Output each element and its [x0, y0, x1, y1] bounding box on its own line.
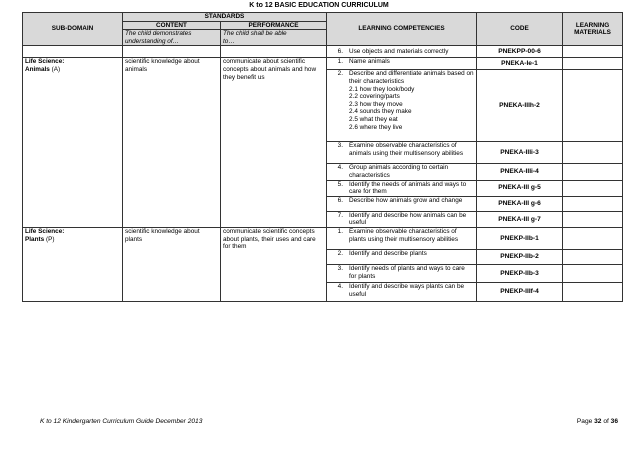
competency-number: 1. — [337, 227, 343, 235]
performance-desc-line-2: to… — [223, 37, 235, 45]
sub-domain-label: Life Science: — [25, 227, 65, 235]
code-cell: PNEKA-Ie-1 — [477, 58, 563, 70]
header-sub-domain: SUB-DOMAIN — [23, 13, 123, 46]
table-row — [23, 46, 623, 58]
content-desc-line-1: The child demonstrates — [125, 30, 192, 38]
sub-domain-code: (P) — [44, 235, 55, 243]
competency-number: 4. — [337, 164, 343, 172]
materials-cell — [563, 282, 623, 301]
sub-domain-cell — [23, 58, 123, 228]
table-header — [23, 13, 623, 46]
code-cell: PNEKP-IIb-3 — [477, 264, 563, 282]
competency-text: Identify and describe how animals can be useful — [349, 211, 467, 227]
of-label: of — [601, 418, 611, 425]
footer-page-number — [577, 418, 618, 425]
code-cell: PNEKP-IIb-2 — [477, 249, 563, 264]
content-standard-cell: scientific knowledge about plants — [123, 227, 221, 301]
competency-subitem: 2.2 covering/parts — [349, 93, 400, 101]
competency-cell — [327, 70, 477, 142]
materials-cell — [563, 249, 623, 264]
competency-text: Identify needs of plants and ways to care for plants — [349, 264, 465, 280]
materials-cell — [563, 58, 623, 70]
competency-cell — [327, 46, 477, 58]
header-materials-line-1: LEARNING — [575, 21, 610, 29]
header-performance-description — [221, 30, 327, 46]
header-code: CODE — [477, 13, 563, 46]
header-standards: STANDARDS — [123, 13, 327, 22]
header-content: CONTENT — [123, 21, 221, 30]
competency-cell — [327, 227, 477, 249]
competency-cell — [327, 196, 477, 211]
code-cell: PNEKP-IIIf-4 — [477, 282, 563, 301]
competency-cell — [327, 58, 477, 70]
materials-cell — [563, 211, 623, 227]
competency-text: Identify and describe ways plants can be useful — [349, 282, 465, 298]
competency-cell — [327, 249, 477, 264]
competency-cell — [327, 264, 477, 282]
competency-number: 2. — [337, 70, 343, 78]
code-cell: PNEKA-IIIi-4 — [477, 164, 563, 180]
competency-cell — [327, 142, 477, 164]
content-cell — [123, 46, 221, 58]
competency-text: Identify and describe plants — [349, 249, 427, 257]
header-materials-line-2: MATERIALS — [574, 29, 611, 37]
competency-text: Describe how animals grow and change — [349, 196, 463, 204]
competency-cell — [327, 211, 477, 227]
materials-cell — [563, 164, 623, 180]
sub-domain-name: Animals — [25, 65, 50, 73]
performance-desc-line-1: The child shall be able — [223, 30, 287, 38]
performance-standard-cell: communicate scientific concepts about plants, their uses and care for them — [221, 227, 327, 301]
code-cell: PNEKA-III g-5 — [477, 180, 563, 196]
table-row — [23, 58, 623, 70]
competency-text: Examine observable characteristics of plants using their multisensory abilities — [349, 227, 459, 243]
materials-cell — [563, 264, 623, 282]
footer-document-title: K to 12 Kindergarten Curriculum Guide December 2013 — [40, 418, 203, 425]
content-desc-line-2: understanding of… — [125, 37, 180, 45]
sub-domain-name: Plants — [25, 235, 45, 243]
code-cell: PNEKP-IIb-1 — [477, 227, 563, 249]
competency-number: 5. — [337, 180, 343, 188]
code-cell: PNEKA-III g-6 — [477, 196, 563, 211]
materials-cell — [563, 196, 623, 211]
performance-standard-cell: communicate about scientific concepts about animals and how they benefit us — [221, 58, 327, 228]
competency-number: 2. — [337, 249, 343, 257]
competency-text: Examine observable characteristics of animals using their multisensory abilities — [349, 142, 464, 157]
competency-text: Describe and differentiate animals based on their characteristics — [349, 70, 474, 85]
competency-number: 6. — [337, 196, 343, 204]
competency-number: 3. — [337, 142, 343, 150]
header-learning-competencies: LEARNING COMPETENCIES — [327, 13, 477, 46]
competency-cell — [327, 164, 477, 180]
sub-domain-code: (A) — [49, 65, 61, 73]
total-pages: 36 — [610, 418, 618, 425]
materials-cell — [563, 227, 623, 249]
competency-subitem: 2.1 how they look/body — [349, 85, 415, 93]
competency-text: Use objects and materials correctly — [349, 48, 449, 56]
curriculum-table — [22, 12, 623, 302]
competency-cell — [327, 282, 477, 301]
code-cell: PNEKA-IIIi-3 — [477, 142, 563, 164]
competency-text: Identify the needs of animals and ways to care for them — [349, 180, 467, 196]
sub-domain-cell — [23, 227, 123, 301]
competency-number: 3. — [337, 264, 343, 272]
competency-number: 7. — [337, 211, 343, 219]
current-page: 32 — [594, 418, 602, 425]
materials-cell — [563, 180, 623, 196]
materials-cell — [563, 70, 623, 142]
materials-cell — [563, 142, 623, 164]
code-cell: PNEKA-III g-7 — [477, 211, 563, 227]
page-title: K to 12 BASIC EDUCATION CURRICULUM — [249, 2, 389, 9]
competency-cell — [327, 180, 477, 196]
competency-text: Group animals according to certain characteristics — [349, 164, 449, 179]
header-learning-materials — [563, 13, 623, 46]
code-cell: PNEKA-IIIh-2 — [477, 70, 563, 142]
competency-subitem: 2.5 what they eat — [349, 115, 398, 123]
table-body — [23, 46, 623, 302]
page-label: Page — [576, 418, 595, 425]
competency-number: 1. — [337, 58, 343, 66]
competency-subitem: 2.4 sounds they make — [349, 108, 412, 116]
header-performance: PERFORMANCE — [221, 21, 327, 30]
table-row — [23, 227, 623, 249]
competency-number: 6. — [337, 48, 343, 56]
sub-domain-cell — [23, 46, 123, 58]
content-standard-cell: scientific knowledge about animals — [123, 58, 221, 228]
competency-number: 4. — [337, 282, 343, 290]
competency-text: Name animals — [349, 58, 390, 66]
performance-cell — [221, 46, 327, 58]
competency-subitem: 2.6 where they live — [349, 123, 403, 131]
header-content-description — [123, 30, 221, 46]
code-cell: PNEKPP-00-6 — [477, 46, 563, 58]
materials-cell — [563, 46, 623, 58]
sub-domain-label: Life Science: — [25, 58, 65, 66]
competency-subitem: 2.3 how they move — [349, 100, 403, 108]
